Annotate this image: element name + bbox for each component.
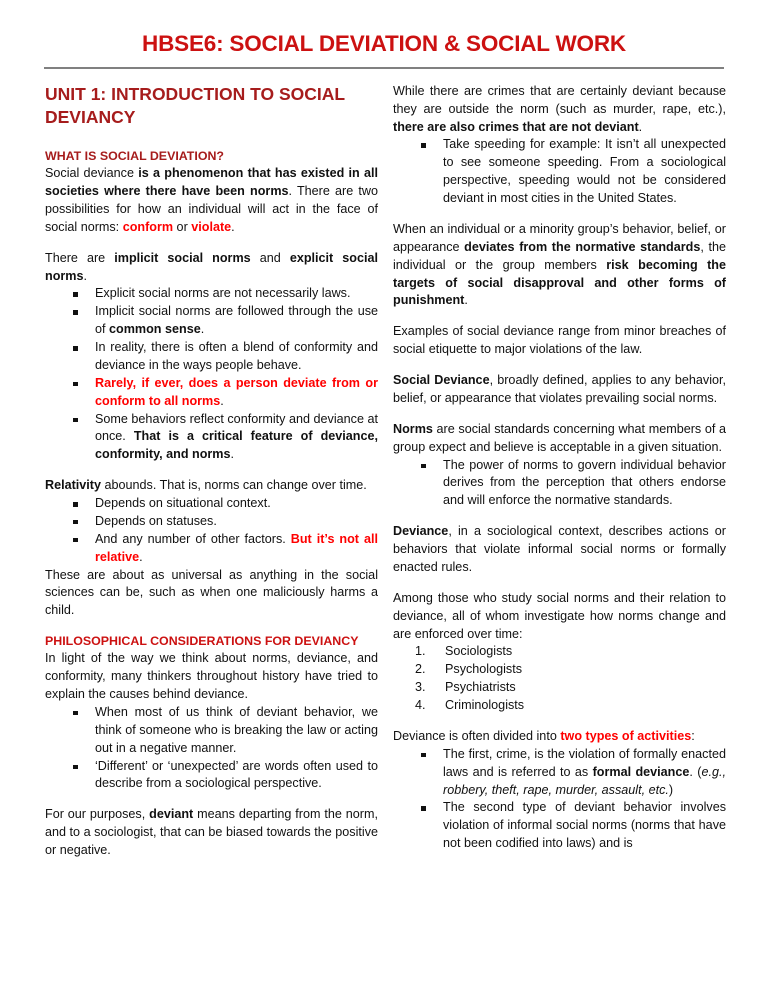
text-run: are social standards concerning what members of a group expect and believe is acceptable in a given situation. (393, 421, 726, 454)
paragraph-universal-norms: These are about as universal as anything in the social sciences can be, such as when one maliciously harms a child. (45, 567, 378, 618)
list-item (45, 303, 378, 339)
list-item (45, 704, 378, 758)
text-run: . (464, 293, 468, 308)
paragraph-who-studies-norms: Among those who study social norms and their relation to deviance, all of whom investigate how norms change and are enforced over time: (393, 590, 726, 641)
text-run: There are (45, 250, 115, 265)
paragraph-normative-standards (393, 221, 726, 310)
section-heading-philosophical-considerations: PHILOSOPHICAL CONSIDERATIONS FOR DEVIANCY (45, 634, 359, 649)
text-run: ‘Different’ or ‘unexpected’ are words often used to describe from a sociological perspective. (95, 758, 378, 791)
paragraph-deviant-definition (45, 806, 378, 860)
bullet-list-power-of-norms (393, 457, 726, 511)
text-run: When an individual or a minority group’s behavior, belief, or appearance (393, 221, 726, 254)
bullet-list-norms (45, 285, 378, 464)
two-column-body (0, 69, 768, 873)
list-item (393, 799, 726, 853)
text-run: . There are two possibilities for how an individual will act in the face of social norms: (45, 184, 379, 234)
text-run: , in a sociological context, describes actions or behaviors that violate informal social norms or formally enacted rules. (393, 524, 726, 574)
right-column (393, 83, 726, 873)
paragraph-examples-range: Examples of social deviance range from minor breaches of social etiquette to major violations of the law. (393, 324, 726, 357)
text-run: When most of us think of deviant behavior, we think of someone who is breaking the law or acting out in a negative manner. (95, 704, 378, 755)
text-run-bold: deviant (149, 807, 194, 822)
list-item (45, 339, 378, 375)
list-item: Psychologists (445, 662, 522, 677)
text-run: Depends on statuses. (95, 513, 217, 528)
text-run: In reality, there is often a blend of conformity and deviance in the ways people behave. (95, 340, 378, 372)
text-run-bold: Social Deviance (393, 373, 490, 387)
left-column (45, 83, 378, 873)
bullet-list-relativity (45, 495, 378, 567)
paragraph-philosophical-intro: In light of the way we think about norms, deviance, and conformity, many thinkers throughout history have tried to explain the causes behind deviance. (45, 651, 378, 701)
paragraph-norms-defined (393, 421, 726, 457)
list-item (45, 495, 378, 513)
text-run-bold: That is a critical feature of deviance, conformity, and norms (95, 429, 378, 462)
text-run: , broadly defined, applies to any behavior, belief, or appearance that violates prevailing social norms. (393, 373, 726, 405)
text-run-conform: conform (122, 219, 174, 234)
paragraph-implicit-explicit-norms (45, 250, 378, 286)
paragraph-relativity (45, 477, 378, 495)
paragraph-crimes-not-deviant (393, 83, 726, 137)
page-title: HBSE6: SOCIAL DEVIATION & SOCIAL WORK (142, 31, 626, 56)
text-run: Deviance is often divided into (393, 728, 561, 743)
text-run-bold: common sense (109, 322, 201, 337)
text-run: means departing from the norm, and to a sociologist, that can be biased towards the positive or negative. (45, 807, 378, 857)
list-item (393, 746, 726, 800)
text-run: For our purposes, (45, 807, 150, 822)
text-run-bold: implicit social norms (114, 250, 251, 265)
text-run: Depends on situational context. (95, 496, 271, 510)
numbered-list-disciplines (393, 643, 726, 715)
text-run: While there are crimes that are certainly deviant because they are outside the norm (such as murder, rape, etc.), (393, 83, 726, 116)
text-run: Some behaviors reflect conformity and deviance at once. (95, 411, 378, 444)
text-run-bold: deviates from the normative standards (464, 239, 701, 254)
list-item (45, 513, 378, 531)
paragraph-social-deviance-defined (393, 372, 726, 408)
text-run-red-bold: But it’s not all relative (95, 531, 378, 564)
text-run: Explicit social norms are not necessarily laws. (95, 286, 351, 301)
text-run-bold: formal deviance (592, 764, 690, 779)
text-run: . (83, 268, 87, 283)
text-run: and (250, 250, 290, 265)
text-run: . (139, 549, 143, 564)
text-run: Social deviance (45, 166, 139, 181)
text-run: ) (668, 782, 674, 797)
list-item (45, 285, 378, 303)
paragraph-deviance-defined (393, 523, 726, 577)
text-run-red-bold: Rarely, if ever, does a person deviate from or conform to all norms (95, 375, 378, 408)
list-item (393, 457, 726, 511)
section-heading-what-is-social-deviation: WHAT IS SOCIAL DEVIATION? (45, 149, 224, 163)
text-run: : (691, 728, 695, 743)
text-run-bold: Deviance (393, 524, 449, 539)
text-run: . (231, 219, 235, 234)
bullet-list-philosophical (45, 704, 378, 793)
bullet-list-speeding-example (393, 136, 726, 208)
text-run-red-bold: two types of activities (560, 728, 692, 743)
list-item (45, 375, 378, 411)
text-run: Implicit social norms are followed through the use of (95, 304, 378, 337)
list-item (45, 531, 378, 567)
text-run: The second type of deviant behavior involves violation of informal social norms (norms that have not been codified into laws) and is (443, 800, 726, 851)
paragraph-social-deviance-definition (45, 165, 378, 237)
text-run: . ( (689, 764, 702, 779)
bullet-list-types-of-deviance (393, 746, 726, 853)
text-run: The power of norms to govern individual behavior derives from the perception that others endorse and will enforce the normative standards. (443, 457, 726, 508)
paragraph-two-types (393, 728, 726, 746)
text-run-bold: risk becoming the targets of social disapproval and other forms of punishment (393, 257, 727, 308)
list-item: Criminologists (445, 698, 525, 712)
text-run: . (638, 119, 643, 134)
list-item: Sociologists (445, 644, 513, 659)
text-run: And any number of other factors. (95, 531, 291, 546)
text-run: . (230, 447, 235, 462)
text-run-bold: is a phenomenon that has existed in all societies where there have been norms (45, 166, 378, 198)
text-run: , the individual or the group members (393, 239, 726, 272)
text-run: . (220, 393, 224, 408)
list-item (393, 136, 726, 208)
text-run-bold: Relativity (45, 478, 101, 493)
text-run: . (200, 322, 205, 337)
text-run: or (173, 219, 192, 234)
list-item (45, 758, 378, 794)
list-item: Psychiatrists (445, 680, 516, 695)
text-run-bold: explicit social norms (45, 250, 378, 283)
list-item (45, 411, 378, 465)
text-run-bold: there are also crimes that are not deviant (393, 119, 639, 134)
text-run-bold: Norms (393, 421, 433, 436)
text-run: The first, crime, is the violation of formally enacted laws and is referred to as (443, 746, 726, 779)
unit-heading: UNIT 1: INTRODUCTION TO SOCIAL DEVIANCY (45, 83, 345, 128)
text-run: Take speeding for example: It isn’t all unexpected to see someone speeding. From a sociological perspective, speeding would not be considered deviant in most cities in the United States. (443, 137, 726, 205)
text-run: abounds. That is, norms can change over time. (101, 478, 367, 493)
text-run-italic: e.g., robbery, theft, rape, murder, assault, etc. (443, 764, 726, 797)
text-run-violate: violate (191, 219, 232, 234)
